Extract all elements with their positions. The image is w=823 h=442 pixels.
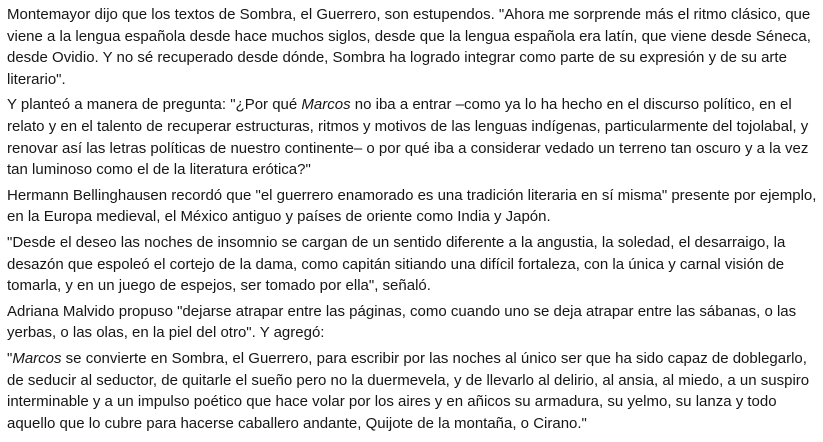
text-run: "	[7, 349, 13, 367]
text-run: Y planteó a manera de pregunta: "¿Por qué	[7, 96, 302, 114]
article-body	[7, 4, 818, 434]
text-run: "Desde el deseo las noches de insomnio se cargan de un sentido diferente a la angustia, la soledad, el desarraigo, la desazón que espoleó el cortejo de la dama, como capitán sitiando una difícil fortaleza, con la única y carnal visión de tomarla, y en un juego de espejos, ser tomado por ella", señaló.	[7, 233, 786, 295]
paragraph-3	[7, 185, 818, 228]
text-run: se convierte en Sombra, el Guerrero, para escribir por las noches al único ser que ha sido capaz de doblegarlo, de seducir al seductor, de quitarle el sueño pero no la duermevela, y de llevarlo al delirio, al ansia, al miedo, a un suspiro interminable y a un impulso poético que hace volar por los aires y en añicos su armadura, su yelmo, su lanza y todo aquello que lo cubre para hacerse caballero andante, Quijote de la montaña, o Cirano."	[7, 349, 810, 432]
text-run: Hermann Bellinghausen recordó que "el guerrero enamorado es una tradición literaria en sí misma" presente por ejemplo, en la Europa medieval, el México antiguo y países de oriente como India y Japón.	[7, 186, 817, 226]
paragraph-1	[7, 4, 818, 90]
paragraph-5	[7, 301, 818, 344]
text-run: Montemayor dijo que los textos de Sombra, el Guerrero, son estupendos. "Ahora me sorprende más el ritmo clásico, que viene a la lengua española desde hace muchos siglos, desde que la lengua española era latín, que viene desde Séneca, desde Ovidio. Y no sé recuperado desde dónde, Sombra ha logrado integrar como parte de su expresión y de su arte literario".	[7, 6, 811, 88]
paragraph-6	[7, 348, 818, 434]
paragraph-2	[7, 94, 818, 180]
text-run-italic: Marcos	[12, 349, 62, 367]
text-run: no iba a entrar –como ya lo ha hecho en el discurso político, en el relato y en el talento de recuperar estructuras, ritmos y motivos de las lenguas indígenas, particularmente del tojolabal, y renovar así las letras políticas de nuestro continente– o por qué iba a considerar vedado un terreno tan oscuro y a la vez tan luminoso como el de la literatura erótica?"	[7, 96, 809, 179]
text-run-italic: Marcos	[301, 96, 351, 114]
paragraph-4	[7, 232, 818, 297]
text-run: Adriana Malvido propuso "dejarse atrapar entre las páginas, como cuando uno se deja atrapar entre las sábanas, o las yerbas, o las olas, en la piel del otro". Y agregó:	[7, 302, 797, 342]
